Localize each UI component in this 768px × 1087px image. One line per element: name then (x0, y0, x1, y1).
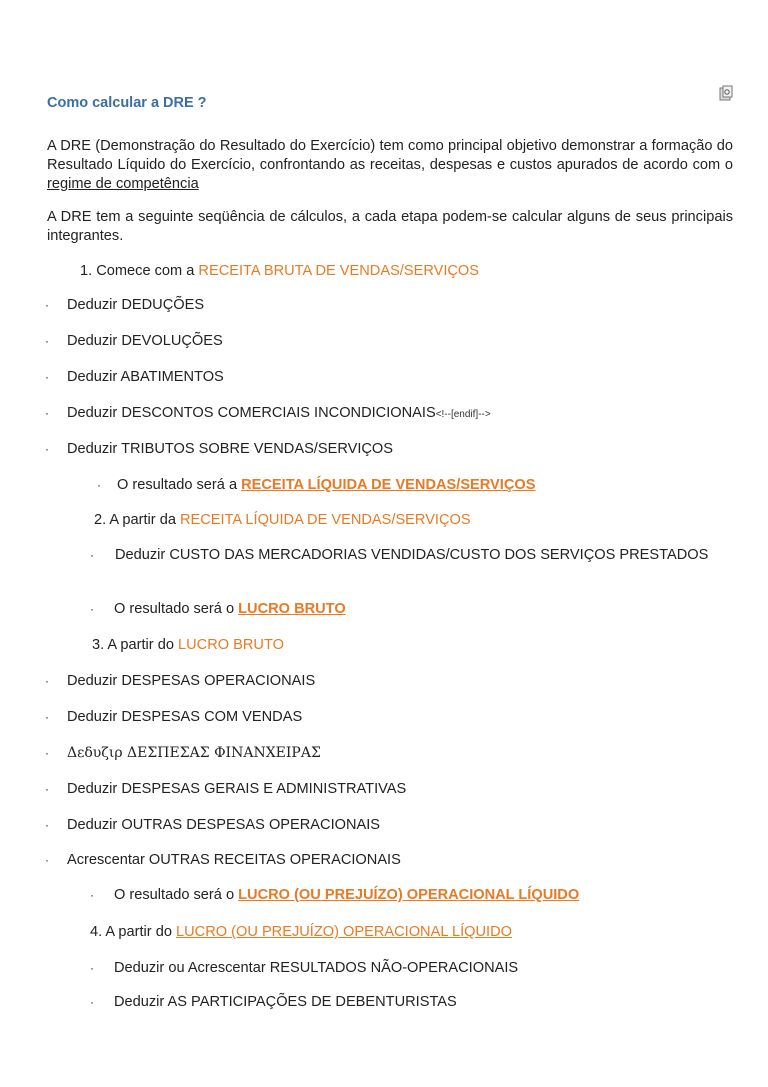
bullet: · (90, 961, 94, 975)
bullet: · (45, 370, 49, 384)
list-item: Deduzir ou Acrescentar RESULTADOS NÃO-OPERACIONAIS (114, 960, 519, 976)
bullet: · (45, 818, 49, 832)
step-3-result: O resultado será o LUCRO (OU PREJUÍZO) OPERACIONAL LÍQUIDO (114, 887, 580, 903)
bullet: · (45, 442, 49, 456)
list-item: Δεδυζιρ ΔΕΣΠΕΣΑΣ ΦΙΝΑΝΧΕΙΡΑΣ (67, 745, 321, 761)
page-title: Como calcular a DRE ? (47, 95, 207, 111)
list-item: Deduzir ABATIMENTOS (67, 369, 224, 385)
step-1-heading: 1. Comece com a RECEITA BRUTA DE VENDAS/SERVIÇOS (80, 263, 480, 279)
list-item: Deduzir DEVOLUÇÕES (67, 333, 223, 349)
step-3-heading: 3. A partir do LUCRO BRUTO (92, 637, 284, 653)
list-item: Deduzir DESPESAS OPERACIONAIS (67, 673, 316, 689)
bullet: · (45, 710, 49, 724)
regime-link[interactable]: regime de competência (47, 176, 199, 192)
list-item: Deduzir CUSTO DAS MERCADORIAS VENDIDAS/CUSTO DOS SERVIÇOS PRESTADOS (115, 547, 709, 563)
bullet: · (90, 548, 94, 562)
list-item: Deduzir DEDUÇÕES (67, 297, 205, 313)
bullet: · (90, 888, 94, 902)
bullet: · (45, 853, 49, 867)
bullet: · (45, 674, 49, 688)
bullet: · (45, 746, 49, 760)
list-item: Deduzir DESPESAS GERAIS E ADMINISTRATIVAS (67, 781, 407, 797)
intro-paragraph-2: A DRE tem a seguinte seqüência de cálculos, a cada etapa podem-se calcular alguns de seus principais integrantes. (47, 209, 733, 244)
bullet: · (45, 782, 49, 796)
list-item: Deduzir OUTRAS DESPESAS OPERACIONAIS (67, 817, 381, 833)
html-comment: <!--[endif]--> (435, 409, 491, 420)
step-2-heading: 2. A partir da RECEITA LÍQUIDA DE VENDAS/SERVIÇOS (94, 512, 471, 528)
step-4-heading: 4. A partir do LUCRO (OU PREJUÍZO) OPERACIONAL LÍQUIDO (90, 924, 512, 940)
bullet: · (90, 602, 94, 616)
attachment-icon[interactable] (718, 85, 734, 101)
bullet: · (90, 995, 94, 1009)
list-item: Deduzir DESPESAS COM VENDAS (67, 709, 303, 725)
step-1-result: O resultado será a RECEITA LÍQUIDA DE VENDAS/SERVIÇOS (117, 477, 536, 493)
step-2-result: O resultado será o LUCRO BRUTO (114, 601, 346, 617)
bullet: · (45, 334, 49, 348)
bullet: · (45, 298, 49, 312)
list-item: Deduzir AS PARTICIPAÇÕES DE DEBENTURISTAS (114, 994, 457, 1010)
intro-paragraph-1: A DRE (Demonstração do Resultado do Exercício) tem como principal objetivo demonstrar a formação do Resultado Líquido do Exercício, confrontando as receitas, despesas e custos apurados de acordo com o regime de competência (47, 138, 733, 192)
list-item: Deduzir TRIBUTOS SOBRE VENDAS/SERVIÇOS (67, 441, 394, 457)
bullet: · (45, 406, 49, 420)
list-item: Deduzir DESCONTOS COMERCIAIS INCONDICIONAIS<!--[endif]--> (67, 405, 491, 421)
bullet: · (97, 478, 101, 492)
list-item: Acrescentar OUTRAS RECEITAS OPERACIONAIS (67, 852, 401, 868)
